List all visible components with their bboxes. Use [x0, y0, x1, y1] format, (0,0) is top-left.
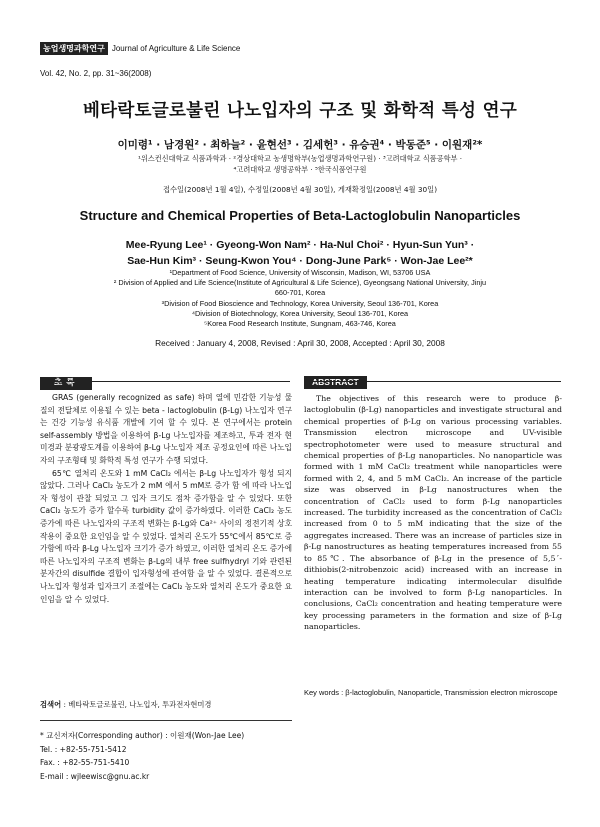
- author-line: Mee-Ryung Lee¹ · Gyeong-Won Nam² · Ha-Nul Choi² · Hyun-Sun Yun³ ·: [125, 239, 475, 251]
- received-dates: Received : January 4, 2008, Revised : April 30, 2008, Accepted : April 30, 2008: [155, 338, 445, 348]
- keywords-value: β-lactoglobulin, Nanoparticle, Transmission electron microscope: [345, 688, 558, 697]
- author-line: Sae-Hun Kim³ · Seung-Kwon You⁴ · Dong-June Park⁵ · Won-Jae Lee²*: [127, 255, 473, 267]
- affiliation-line: ¹위스컨신대학교 식품과학과 · ²경상대학교 농생명학부(농업생명과학연구원) · ³고려대학교 식품공학부 ·: [137, 154, 463, 163]
- affiliation-line: ² Division of Applied and Life Science(Institute of Agricultural & Life Science), Gyeongsang National University, Jinju: [113, 278, 487, 288]
- keywords-label: 검색어: [40, 700, 62, 709]
- english-abstract-heading: [304, 370, 561, 387]
- affiliations-english: [55, 268, 545, 329]
- affiliation-line: ⁵Korea Food Research Institute, Sungnam, 463-746, Korea: [204, 319, 396, 329]
- korean-keywords: [40, 700, 292, 710]
- section-label: ABSTRACT: [304, 376, 367, 389]
- affiliations-korean: [80, 153, 520, 175]
- paragraph: 65℃ 열처리 온도와 1 mM CaCl₂ 에서는 β-Lg 나노입자가 형성 되지 않았다. 그러나 CaCl₂ 농도가 2 mM 에서 5 mM로 증가 함 에 따라 나노입자 형성이 관찰 되었고 그 입자 크기도 점차 증가함을 알 수 있었다. 또한 CaCl₂ 농도가 증가 할수록 turbidity 값이 증가하였다. 이러한 CaCl₂ 농도 증가에 따른 나노입자의 구조적 변화는 β-Lg와 Ca²⁺ 사이의 정전기적 상호작용이 중요한 요인임을 알 수 있었다. 열처리 온도가 55℃에서 85℃로 증가함에 따라 β-Lg 나노입자 크기가 증가 하였고, 이러한 열처리 온도 증가에 따른 나노입자의 구조적 변화는 β-Lg의 내부 free sulfhydryl 기와 관련된 분자간의 disulfide 결합이 입자형성에 관여함 을 알 수 있었다. 결론적으로 나노입자 형성과 입자크기 조절에는 CaCl₂ 농도와 열처리 온도가 중요한 요인임을 알 수 있었다.: [40, 468, 292, 604]
- divider: [40, 381, 290, 382]
- affiliation-line: ⁴고려대학교 생명공학부 · ⁵한국식품연구원: [233, 165, 367, 174]
- correspondence-footnote: [40, 729, 340, 783]
- keywords-label: Key words :: [304, 688, 344, 697]
- journal-header: [40, 41, 240, 55]
- dates-korean: 접수일(2008년 1월 4일), 수정일(2008년 4월 30일), 게재확정일(2008년 4월 30일): [162, 185, 438, 194]
- journal-name-en: Journal of Agriculture & Life Science: [111, 43, 241, 53]
- divider: [304, 381, 561, 382]
- fax: Fax. : +82-55-751-5410: [40, 758, 130, 768]
- spacer: :: [63, 700, 69, 709]
- keywords-value: 베타락토글로불린, 나노입자, 투과전자현미경: [68, 700, 212, 709]
- authors-english: [40, 237, 560, 269]
- section-label: 초록: [40, 377, 92, 390]
- corresponding-author: * 교신저자(Corresponding author) : 이원재(Won-Jae Lee): [40, 731, 245, 740]
- korean-abstract-body: [40, 392, 292, 606]
- divider: [40, 720, 292, 721]
- affiliation-line: ³Division of Food Bioscience and Technology, Korea University, Seoul 136-701, Korea: [161, 298, 439, 308]
- affiliation-line: ¹Department of Food Science, University of Wisconsin, Madison, WI, 53706 USA: [169, 268, 431, 277]
- english-keywords: [304, 687, 562, 699]
- paragraph: GRAS (generally recognized as safe) 하며 열에 민감한 기능성 물질의 전달체로 이용될 수 있는 beta - lactoglobulin (β-Lg) 나노입자 연구는 건강 기능성 유식품 개발에 기여 할 수 있다. 본 연구에서는 protein self-assembly 방법을 이용하여 β-Lg 나노입자를 제조하고, 투과 전자 현미경과 분광광도계를 이용하여 β-Lg 나노입자 제조 공정요인에 따른 나노입자의 구조형태 및 화학적 특성 연구가 수행 되었다.: [40, 393, 292, 465]
- korean-abstract-heading: [40, 370, 290, 388]
- telephone: Tel. : +82-55-751-5412: [40, 744, 127, 754]
- authors-korean: 이미령¹ · 남경원² · 최하늘² · 윤현선³ · 김세헌³ · 유승권⁴ · 박동준⁵ · 이원재²*: [117, 139, 483, 151]
- affiliation-line: ⁴Division of Biotechnology, Korea University, Seoul 136-701, Korea: [191, 308, 409, 318]
- affiliation-line: 660-701, Korea: [274, 288, 326, 298]
- paragraph: The objectives of this research were to produce β-lactoglobulin (β-Lg) nanoparticles and investigate structural and chemical properties of β-Lg on various processing variables. Transmission electron microscope and UV-visible spectrophotometer were used to measure structural and chemical properties of β-Lg nanoparticles. No nanoparticle was formed with 1 mM CaCl₂ treatment while nanoparticles were formed with 2, 4, and 5 mM CaCl₂. An increase of the particle size was observed in β-Lg nanostructures when the concentration of CaCl₂ used to form β-Lg nanoparticles increased. The turbidity increased as the concentration of CaCl₂ increased from 0 to 5 mM indicating that the size of the aggregates increased. There was an increase of particles size in β-Lg nanostructures as heating temperatures increased from 55 to 85℃. The absorbance of β-Lg in the presence of 5,5´-dithiobis(2-nitrobenzoic acid) increased with an increase in heating temperature indicating intermolecular disulfide interaction can be involved to form β-Lg nanoparticles. In conclusions, CaCl₂ concentration and heating temperature were key processing parameters in the formation and size of β-Lg nanoparticles.: [304, 394, 562, 632]
- title-korean: 베타락토글로불린 나노입자의 구조 및 화학적 특성 연구: [82, 101, 518, 121]
- journal-name-ko: 농업생명과학연구: [40, 42, 108, 55]
- title-english: Structure and Chemical Properties of Beta-Lactoglobulin Nanoparticles: [79, 208, 521, 223]
- english-abstract-body: [304, 393, 562, 633]
- email: E-mail : wjleewisc@gnu.ac.kr: [40, 771, 150, 781]
- volume-info: Vol. 42, No. 2, pp. 31~36(2008): [40, 69, 152, 78]
